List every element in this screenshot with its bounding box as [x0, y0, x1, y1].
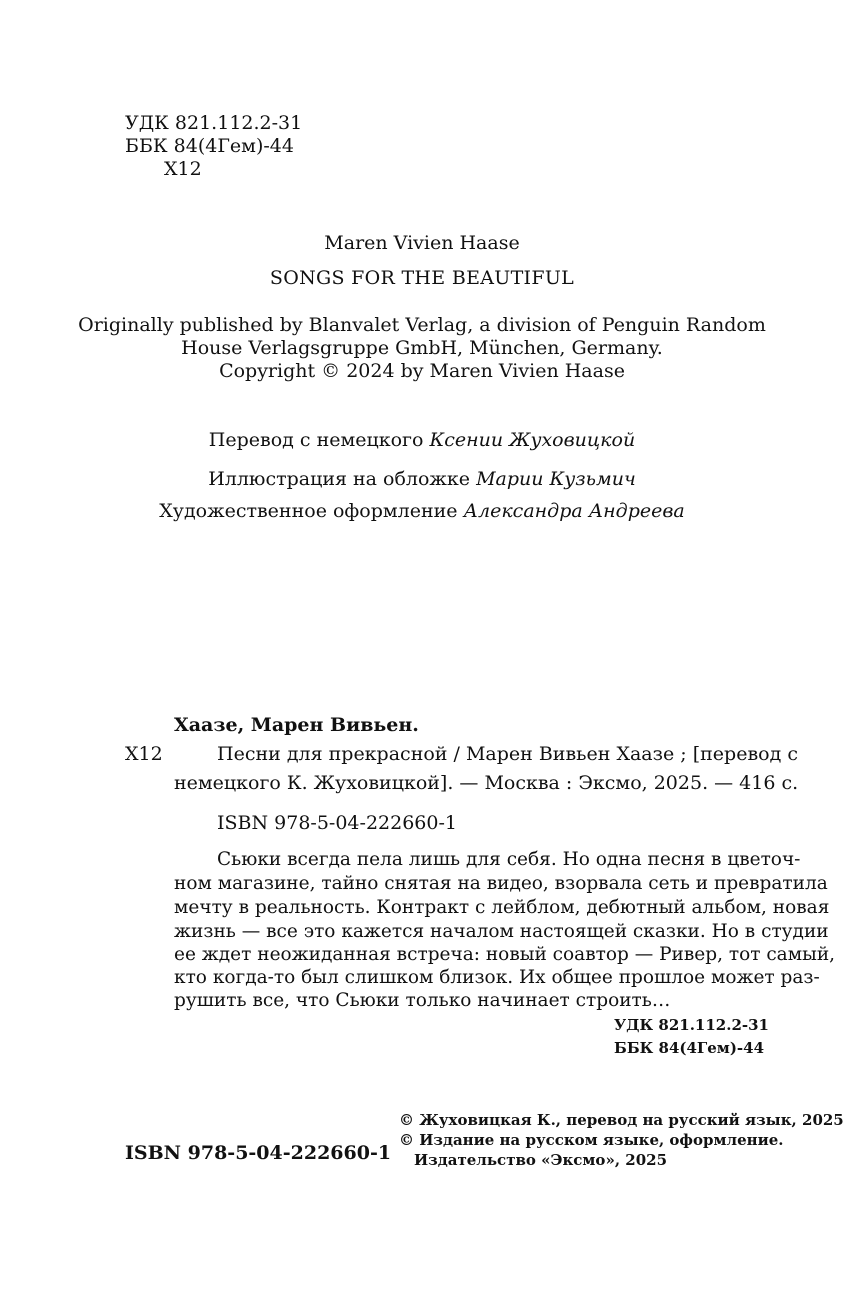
record-line-2: немецкого К. Жуховицкой]. — Москва : Эксмо, 2025. — 416 с.: [174, 772, 799, 794]
udk-bottom: УДК 821.112.2-31: [614, 1016, 769, 1034]
annotation-line: мечту в реальность. Контракт с лейблом, дебютный альбом, новая: [174, 897, 830, 918]
credit-label: Перевод с немецкого: [208, 429, 424, 451]
bbk-bottom: ББК 84(4Гем)-44: [614, 1039, 765, 1057]
code-top: Х12: [164, 158, 202, 180]
bottom-isbn: ISBN 978-5-04-222660-1: [125, 1142, 392, 1164]
annotation-line: рушить все, что Сьюки только начинает строить…: [174, 990, 671, 1011]
publisher-line-2: House Verlagsgruppe GmbH, München, Germany.: [181, 337, 663, 359]
credit-design: [0, 500, 844, 522]
annotation-line: ном магазине, тайно снятая на видео, взорвала сеть и превратила: [174, 873, 828, 894]
record-line-1: Песни для прекрасной / Марен Вивьен Хаазе ; [перевод с: [217, 743, 798, 765]
publisher-line-3: Copyright © 2024 by Maren Vivien Haase: [219, 360, 625, 382]
copyright-line-1: © Жуховицкая К., перевод на русский язык, 2025: [399, 1111, 844, 1129]
publisher-line-1: Originally published by Blanvalet Verlag, a division of Penguin Random: [78, 314, 766, 336]
original-title: SONGS FOR THE BEAUTIFUL: [269, 267, 575, 289]
credit-person: Марии Кузьмич: [476, 468, 636, 490]
copyright-line-2: © Издание на русском языке, оформление.: [399, 1131, 784, 1149]
credit-label: Иллюстрация на обложке: [208, 468, 471, 490]
bbk-top: ББК 84(4Гем)-44: [125, 135, 294, 157]
annotation-line: жизнь — все это кажется началом настоящей сказки. Но в студии: [174, 921, 829, 942]
record-code: Х12: [125, 743, 163, 765]
udk-top: УДК 821.112.2-31: [125, 112, 303, 134]
credit-translation: [0, 429, 844, 451]
annotation-line: Сьюки всегда пела лишь для себя. Но одна песня в цветоч-: [217, 849, 801, 870]
record-heading: Хаазе, Марен Вивьен.: [174, 714, 419, 736]
original-author: Maren Vivien Haase: [324, 232, 520, 254]
credit-person: Ксении Жуховицкой: [429, 429, 636, 451]
credit-label: Художественное оформление: [159, 500, 458, 522]
credit-illustration: [0, 468, 844, 490]
credit-person: Александра Андреева: [463, 500, 685, 522]
copyright-line-3: Издательство «Эксмо», 2025: [414, 1151, 668, 1169]
annotation-line: кто когда-то был слишком близок. Их общее прошлое может раз-: [174, 967, 820, 988]
annotation-line: ее ждет неожиданная встреча: новый соавтор — Ривер, тот самый,: [174, 944, 836, 965]
record-isbn: ISBN 978-5-04-222660-1: [217, 812, 457, 834]
